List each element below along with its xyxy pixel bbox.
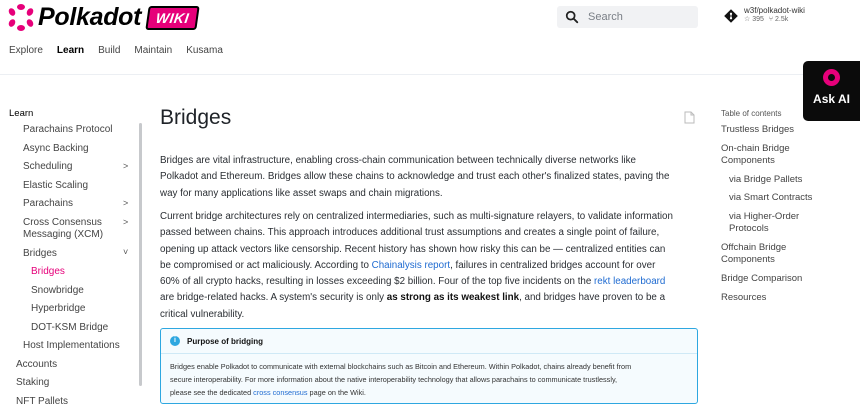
toc-label: Protocols — [729, 223, 769, 234]
wiki-badge: WIKI — [145, 6, 199, 30]
text-line: opening up attack vectors like censorship. Recent history has shown how risky this can be — centralized entities can — [160, 243, 666, 255]
nav-kusama[interactable]: Kusama — [186, 45, 223, 56]
toc-item-via-smart-contracts[interactable]: via Smart Contracts — [729, 192, 813, 203]
repo-name: w3f/polkadot-wiki — [744, 6, 805, 15]
toc-item-bridge-comparison[interactable]: Bridge Comparison — [721, 273, 803, 284]
sidebar-scrollbar[interactable] — [139, 123, 142, 386]
ai-icon — [823, 69, 840, 86]
text-line: passed between chains. This approach introduces additional trust assumptions and creates a single point of failure, — [160, 227, 660, 239]
text-line: Bridges enable Polkadot to communicate with external blockchains such as Bitcoin and Ethereum. Within Polkadot, chains already benefit from — [170, 362, 632, 371]
star-icon: ☆ — [744, 16, 751, 23]
site-header — [0, 0, 860, 75]
text-span: 60% of all crypto hacks, resulting in losses exceeding $2 billion. Four of the top five incidents on the — [160, 276, 595, 288]
info-callout — [160, 328, 698, 404]
sidebar-item-bridges[interactable]: Bridges — [31, 266, 65, 277]
callout-body — [170, 360, 690, 400]
sidebar-item-parachains[interactable]: Parachains — [23, 198, 74, 209]
text-line — [160, 274, 700, 290]
toc-item-offchain-components[interactable] — [721, 242, 786, 266]
sidebar-item-xcm[interactable] — [23, 217, 103, 241]
text-line: Polkadot and Ethereum. Bridges allow these chains to acknowledge and trust each other's finalized states, paving the — [160, 171, 670, 183]
intro-paragraph — [160, 153, 700, 202]
nav-explore[interactable]: Explore — [9, 45, 43, 56]
text-line: Bridges are vital infrastructure, enabling cross-chain communication between technically diverse networks like — [160, 155, 636, 166]
git-icon — [724, 9, 738, 23]
cross-consensus-link[interactable]: cross consensus — [253, 388, 308, 398]
sidebar-item-nft-pallets[interactable]: NFT Pallets — [16, 396, 69, 407]
sidebar-item-label: Cross Consensus — [23, 217, 102, 228]
sidebar-section-title: Learn — [9, 108, 34, 119]
info-icon: i — [170, 336, 180, 346]
sidebar-item-hyperbridge[interactable]: Hyperbridge — [31, 303, 86, 314]
toc-label: Components — [721, 155, 775, 166]
sidebar-item-bridges-group[interactable]: Bridges — [23, 248, 57, 259]
ask-ai-label: Ask AI — [813, 92, 850, 106]
toc-title: Table of contents — [721, 109, 782, 118]
text-span: be compromised or act maliciously. According to — [160, 259, 372, 271]
top-navigation — [9, 45, 237, 56]
nav-learn[interactable]: Learn — [56, 45, 85, 56]
text-line: critical vulnerability. — [160, 308, 245, 320]
toc-label: Components — [721, 254, 775, 265]
search-placeholder: Search — [588, 11, 623, 23]
github-repo-link[interactable] — [724, 6, 805, 25]
text-line: secure interoperability. For more information about the native interoperability technology that allows parachains to communicate trustlessly, — [170, 375, 618, 385]
repo-forks: 2.5k — [775, 16, 789, 23]
sidebar-item-elastic-scaling[interactable]: Elastic Scaling — [23, 180, 89, 191]
sidebar-item-async-backing[interactable]: Async Backing — [23, 143, 89, 154]
text-span: , and bridges have proven to be a — [519, 292, 666, 304]
sidebar-item-staking[interactable]: Staking — [16, 377, 50, 388]
text-line: way for many applications like asset swaps and chain migrations. — [160, 187, 443, 199]
ask-ai-button[interactable] — [803, 61, 860, 121]
toc-item-trustless-bridges[interactable]: Trustless Bridges — [721, 124, 795, 135]
toc-item-via-bridge-pallets[interactable]: via Bridge Pallets — [729, 174, 803, 185]
toc-label: via Higher-Order — [729, 211, 800, 222]
chevron-down-icon[interactable]: ˅ — [123, 247, 129, 257]
polkadot-wiki-logo[interactable] — [8, 3, 198, 32]
sidebar-item-accounts[interactable]: Accounts — [16, 359, 58, 370]
search-input[interactable] — [557, 6, 698, 28]
chevron-right-icon[interactable]: > — [123, 217, 129, 227]
page-title: Bridges — [160, 106, 232, 129]
text-span: please see the dedicated — [170, 388, 254, 398]
chevron-right-icon[interactable]: > — [123, 161, 129, 171]
sidebar-item-label: Messaging (XCM) — [23, 229, 104, 240]
sidebar-item-parachains-protocol[interactable]: Parachains Protocol — [23, 124, 113, 135]
chevron-right-icon[interactable]: > — [123, 198, 129, 208]
logo-text: Polkadot — [38, 3, 142, 31]
callout-title: Purpose of bridging — [187, 336, 263, 346]
text-line — [170, 386, 690, 399]
sidebar-item-snowbridge[interactable]: Snowbridge — [31, 285, 84, 296]
nav-maintain[interactable]: Maintain — [134, 45, 173, 56]
toc-item-onchain-components[interactable] — [721, 143, 790, 167]
rekt-leaderboard-link[interactable]: rekt leaderboard — [594, 276, 666, 288]
text-line — [160, 258, 700, 274]
repo-stats — [744, 15, 805, 25]
text-line: Current bridge architectures rely on centralized intermediaries, such as multi-signature relayers, to validate information — [160, 211, 673, 222]
toc-label: On-chain Bridge — [721, 143, 790, 154]
polkadot-logo-icon — [8, 4, 35, 31]
toc-item-via-higher-order-protocols[interactable] — [729, 211, 799, 235]
nav-build[interactable]: Build — [98, 45, 121, 56]
sidebar-item-scheduling[interactable]: Scheduling — [23, 161, 73, 172]
body-paragraph — [160, 209, 700, 323]
toc-label: Offchain Bridge — [721, 242, 787, 253]
text-line — [160, 290, 700, 306]
text-span: , failures in centralized bridges account for over — [450, 259, 656, 271]
sidebar-item-dot-ksm-bridge[interactable]: DOT-KSM Bridge — [31, 322, 109, 333]
search-icon — [565, 10, 579, 24]
callout-divider — [161, 353, 697, 354]
callout-header — [170, 336, 263, 346]
sidebar-item-host-implementations[interactable]: Host Implementations — [23, 340, 120, 351]
text-span: are bridge-related hacks. A system's security is only — [160, 292, 387, 304]
fork-icon: ⑂ — [768, 16, 774, 23]
text-span: page on the Wiki. — [307, 388, 366, 398]
edit-page-icon[interactable] — [684, 111, 695, 124]
chainalysis-report-link[interactable]: Chainalysis report — [371, 259, 451, 271]
bold-text: as strong as its weakest link — [386, 292, 520, 304]
repo-stars: 395 — [752, 16, 764, 23]
toc-item-resources[interactable]: Resources — [721, 292, 767, 303]
